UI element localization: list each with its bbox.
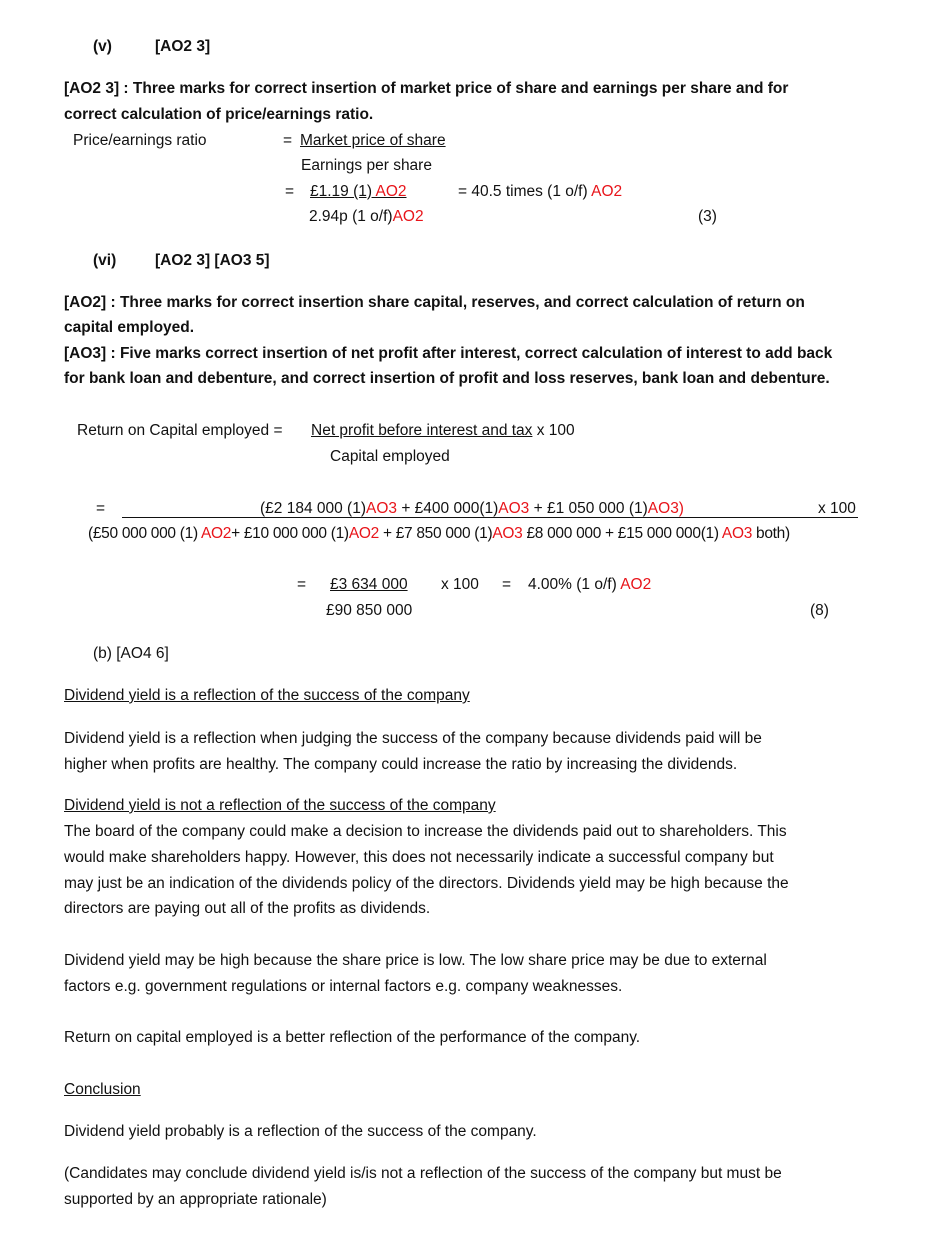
paragraph-line: may just be an indication of the dividends policy of the directors. Dividends yield may be high because the [64, 875, 789, 892]
criteria-line: [AO2] : Three marks for correct insertion share capital, reserves, and correct calculation of return on [64, 294, 805, 311]
calc-numerator: £1.19 (1) AO2 [310, 183, 407, 200]
conclusion-text: Dividend yield probably is a reflection of the success of the company. [64, 1123, 537, 1140]
formula-label: Price/earnings ratio [73, 132, 207, 149]
criteria-line: for bank loan and debenture, and correct insertion of profit and loss reserves, bank loan and debenture. [64, 370, 830, 387]
formula-label: Return on Capital employed = [77, 422, 283, 439]
equals: = [283, 132, 293, 149]
criteria-line: capital employed. [64, 319, 195, 336]
equals: = [297, 576, 307, 593]
part-vi-label: (vi) [93, 252, 117, 269]
paragraph-line: The board of the company could make a decision to increase the dividends paid out to shareholders. This [64, 823, 787, 840]
result-numerator: £3 634 000 [330, 576, 408, 593]
heading-yes: Dividend yield is a reflection of the success of the company [64, 687, 470, 704]
marks-total: (3) [698, 208, 717, 225]
conclusion-heading: Conclusion [64, 1081, 141, 1098]
equals: = [96, 500, 106, 517]
paragraph-line: higher when profits are healthy. The company could increase the ratio by increasing the dividends. [64, 756, 738, 773]
criteria-line: [AO2 3] : Three marks for correct insertion of market price of share and earnings per share and for [64, 80, 789, 97]
formula-denominator: Earnings per share [301, 157, 432, 174]
result-denominator: £90 850 000 [326, 602, 413, 619]
part-v-label: (v) [93, 38, 112, 55]
part-vi-marks: [AO2 3] [AO3 5] [155, 252, 270, 269]
note-line: supported by an appropriate rationale) [64, 1191, 327, 1208]
paragraph-line: Return on capital employed is a better reflection of the performance of the company. [64, 1029, 641, 1046]
times-100: x 100 [441, 576, 479, 593]
formula-numerator: Market price of share [300, 132, 446, 149]
equals: = [285, 183, 295, 200]
calc-numerator: (£2 184 000 (1)AO3 + £400 000(1)AO3 + £1 050 000 (1)AO3) [260, 500, 684, 517]
heading-no: Dividend yield is not a reflection of the success of the company [64, 797, 496, 814]
calc-result: 4.00% (1 o/f) AO2 [528, 576, 652, 593]
marks-total: (8) [810, 602, 829, 619]
formula-denominator: Capital employed [330, 448, 450, 465]
equals: = [502, 576, 512, 593]
paragraph-line: Dividend yield is a reflection when judging the success of the company because dividends paid will be [64, 730, 762, 747]
times-100: x 100 [818, 500, 856, 517]
formula-numerator: Net profit before interest and tax x 100 [311, 422, 575, 439]
calc-denominator: 2.94p (1 o/f)AO2 [309, 208, 424, 225]
criteria-line: correct calculation of price/earnings ratio. [64, 106, 374, 123]
calc-result: = 40.5 times (1 o/f) AO2 [458, 183, 623, 200]
paragraph-line: directors are paying out all of the profits as dividends. [64, 900, 431, 917]
calc-denominator: (£50 000 000 (1) AO2+ £10 000 000 (1)AO2 + £7 850 000 (1)AO3 £8 000 000 + £15 000 000(1) AO3 both) [88, 525, 790, 542]
paragraph-line: would make shareholders happy. However, this does not necessarily indicate a successful company but [64, 849, 774, 866]
paragraph-line: Dividend yield may be high because the share price is low. The low share price may be due to external [64, 952, 767, 969]
paragraph-line: factors e.g. government regulations or internal factors e.g. company weaknesses. [64, 978, 623, 995]
note-line: (Candidates may conclude dividend yield is/is not a reflection of the success of the company but must be [64, 1165, 782, 1182]
part-b-label: (b) [AO4 6] [93, 645, 169, 662]
part-v-marks: [AO2 3] [155, 38, 211, 55]
criteria-line: [AO3] : Five marks correct insertion of net profit after interest, correct calculation of interest to add back [64, 345, 833, 362]
